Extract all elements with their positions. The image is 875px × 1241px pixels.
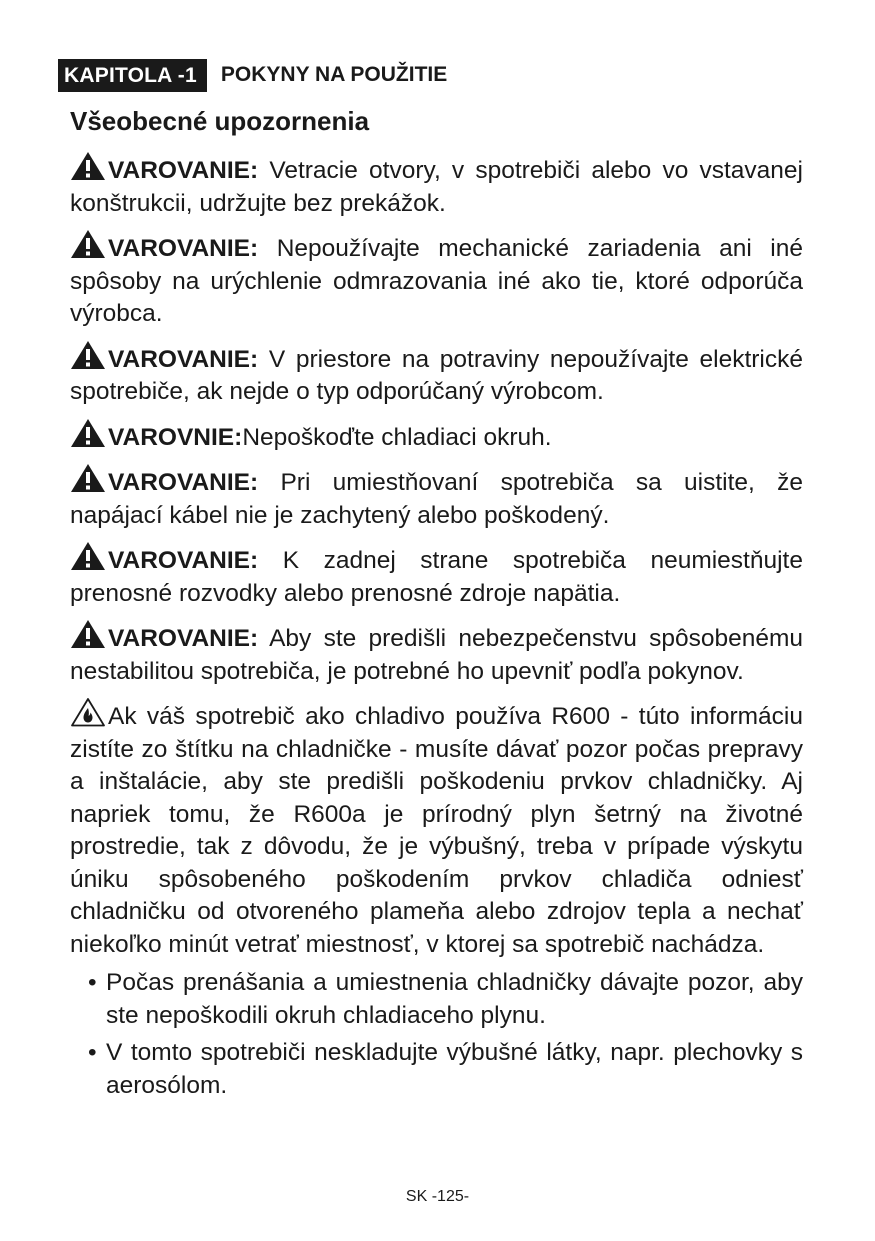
- page-number: SK -125-: [405, 1188, 470, 1205]
- warning-paragraph: [70, 619, 803, 688]
- warning-text: Aby ste predišli nebezpečenstvu spôsobenému nestabilitou spotrebiča, je potrebné ho upevniť podľa pokynov.: [70, 625, 803, 685]
- list-item: • Počas prenášania a umiestnenia chladničky dávajte pozor, aby ste nepoškodili okruh chladiaceho plynu.: [106, 967, 803, 1032]
- warning-triangle-icon: [70, 340, 106, 370]
- warning-triangle-icon: [70, 151, 106, 181]
- warning-label: VAROVANIE:: [108, 157, 259, 184]
- warning-label: VAROVANIE:: [108, 625, 259, 652]
- warning-paragraph: [70, 463, 803, 532]
- warning-triangle-icon: [70, 463, 106, 493]
- document-page: [64, 58, 803, 1107]
- flammable-warning-icon: [70, 697, 106, 727]
- warning-text: V priestore na potraviny nepoužívajte elektrické spotrebiče, ak nejde o typ odporúčaný výrobcom.: [70, 345, 803, 405]
- chapter-title: POKYNY NA POUŽITIE: [220, 63, 448, 86]
- section-title: Všeobecné upozornenia: [70, 106, 370, 136]
- chapter-header: [58, 58, 803, 92]
- warning-label: VAROVNIE:: [108, 423, 243, 451]
- warning-paragraph: [70, 340, 803, 409]
- warning-text: Vetracie otvory, v spotrebiči alebo vo vstavanej konštrukcii, udržujte bez prekážok.: [70, 157, 803, 217]
- warning-label: VAROVANIE:: [108, 235, 259, 262]
- warning-paragraph: [70, 541, 803, 610]
- flammable-refrigerant-paragraph: [70, 697, 803, 961]
- warning-triangle-icon: [70, 619, 106, 649]
- warning-text: Pri umiestňovaní spotrebiča sa uistite, že napájací kábel nie je zachytený alebo poškodený.: [70, 469, 803, 529]
- list-item: • V tomto spotrebiči neskladujte výbušné látky, napr. plechovky s aerosólom.: [106, 1037, 803, 1102]
- warning-label: VAROVANIE:: [108, 547, 259, 574]
- warning-triangle-icon: [70, 229, 106, 259]
- warning-paragraph: [70, 151, 803, 220]
- chapter-label: KAPITOLA -1: [58, 59, 207, 92]
- warning-paragraph: [70, 229, 803, 331]
- precaution-list: [70, 967, 803, 1102]
- warning-text: K zadnej strane spotrebiča neumiestňujte prenosné rozvodky alebo prenosné zdroje napätia.: [70, 547, 803, 607]
- warning-text: Nepoškoďte chladiaci okruh.: [242, 423, 552, 451]
- warning-paragraph: [70, 418, 803, 455]
- warning-label: VAROVANIE:: [108, 345, 259, 373]
- flammable-note-text: Ak váš spotrebič ako chladivo používa R600 - túto informáciu zistíte zo štítku na chladničke - musíte dávať pozor počas prepravy a inštalácie, aby ste predišli poškodeniu prvkov chladničky. Aj napriek tomu, že R600a je prírodný plyn šetrný na životné prostredie, tak z dôvodu, že je výbušný, treba v prípade výskytu úniku spôsobeného poškodením prvkov chladiča odniesť chladničku od otvoreného plameňa alebo zdrojov tepla a nechať niekoľko minút vetrať miestnosť, v ktorej sa spotrebič nachádza.: [70, 703, 803, 958]
- warning-triangle-icon: [70, 541, 106, 571]
- warning-label: VAROVANIE:: [108, 469, 259, 496]
- warning-text: Nepoužívajte mechanické zariadenia ani iné spôsoby na urýchlenie odmrazovania iné ako tie, ktoré odporúča výrobca.: [70, 235, 803, 327]
- warning-triangle-icon: [70, 418, 106, 448]
